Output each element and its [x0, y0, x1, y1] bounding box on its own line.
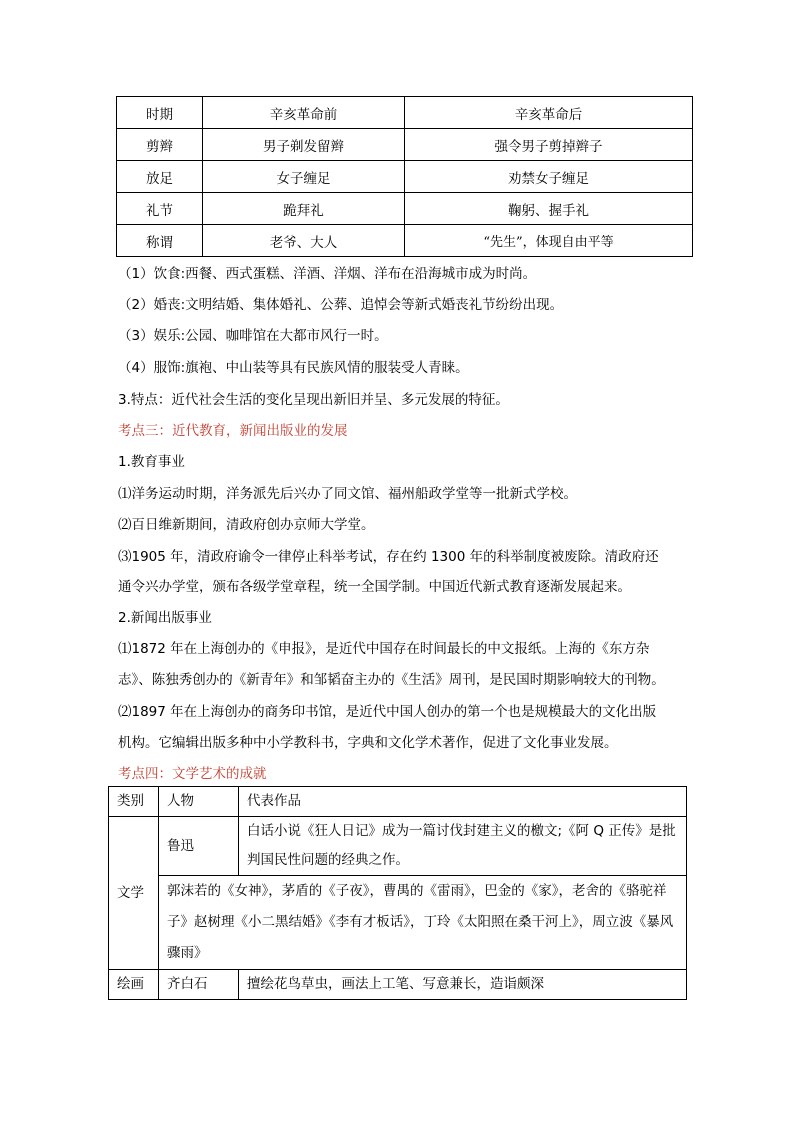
table-cell: “先生”，体现自由平等	[405, 225, 693, 257]
table-row	[109, 970, 687, 1000]
table-row	[117, 225, 693, 257]
table-cell: 鞠躬、握手礼	[405, 193, 693, 225]
table-row	[109, 876, 687, 970]
section-heading: 考点四：文学艺术的成就	[118, 766, 267, 782]
paragraph-line: 3.特点：近代社会生活的变化呈现出新旧并呈、多元发展的特征。	[118, 392, 509, 408]
table-header-row	[117, 97, 693, 129]
paragraph-line: 通令兴办学堂，颁布各级学堂章程，统一全国学制。中国近代新式教育逐渐发展起来。	[118, 579, 631, 595]
table-row	[117, 129, 693, 161]
literature-art-table	[108, 786, 687, 1000]
table-cell: 女子缠足	[203, 161, 405, 193]
paragraph-line: （3）娱乐:公园、咖啡馆在大都市风行一时。	[118, 328, 388, 344]
table-cell: 礼节	[117, 193, 203, 225]
header-cell: 时期	[117, 97, 203, 129]
paragraph-line: ⑵1897 年在上海创办的商务印书馆，是近代中国人创办的第一个也是规模最大的文化出版	[118, 704, 657, 720]
person-cell: 齐白石	[159, 970, 239, 1000]
category-cell: 文学	[109, 817, 159, 970]
social-change-table	[116, 96, 693, 257]
table-cell: 放足	[117, 161, 203, 193]
works-cell: 白话小说《狂人日记》成为一篇讨伐封建主义的檄文;《阿 Q 正传》是批判国民性问题的经典之作。	[239, 817, 687, 876]
table-cell: 劝禁女子缠足	[405, 161, 693, 193]
table-cell: 剪辫	[117, 129, 203, 161]
paragraph-line: ⑶1905 年，清政府谕令一律停止科举考试，存在约 1300 年的科举制度被废除。清政府还	[118, 549, 659, 565]
table-cell: 称谓	[117, 225, 203, 257]
works-cell: 擅绘花鸟草虫，画法上工笔、写意兼长，造诣颇深	[239, 970, 687, 1000]
section-heading: 考点三：近代教育，新闻出版业的发展	[118, 423, 348, 439]
header-cell: 类别	[109, 787, 159, 817]
paragraph-line: （4）服饰:旗袍、中山装等具有民族风情的服装受人青睐。	[118, 360, 469, 376]
paragraph-line: 机构。它编辑出版多种中小学教科书，字典和文化学术著作，促进了文化事业发展。	[118, 735, 618, 751]
category-cell: 绘画	[109, 970, 159, 1000]
paragraph-line: ⑵百日维新期间，清政府创办京师大学堂。	[118, 517, 375, 533]
table-cell: 男子剃发留辫	[203, 129, 405, 161]
paragraph-line: 志》、陈独秀创办的《新青年》和邹韬奋主办的《生活》周刊，是民国时期影响较大的刊物。	[118, 672, 665, 688]
paragraph-line: ⑴1872 年在上海创办的《申报》，是近代中国存在时间最长的中文报纸。上海的《东方杂	[118, 641, 650, 657]
paragraph-line: ⑴洋务运动时期，洋务派先后兴办了同文馆、福州船政学堂等一批新式学校。	[118, 486, 577, 502]
table-cell: 强令男子剪掉辫子	[405, 129, 693, 161]
paragraph-line: （2）婚丧:文明结婚、集体婚礼、公葬、追悼会等新式婚丧礼节纷纷出现。	[118, 297, 564, 313]
header-cell: 辛亥革命前	[203, 97, 405, 129]
subsection-title: 1.教育事业	[118, 454, 185, 470]
subsection-title: 2.新闻出版事业	[118, 610, 212, 626]
table-row	[109, 817, 687, 876]
works-cell: 郭沫若的《女神》，茅盾的《子夜》，曹禺的《雷雨》，巴金的《家》，老舍的《骆驼祥子》赵树理《小二黑结婚》《李有才板话》，丁玲《太阳照在桑干河上》，周立波《暴风骤雨》	[159, 876, 687, 970]
header-cell: 代表作品	[239, 787, 687, 817]
table-header-row	[109, 787, 687, 817]
table-row	[117, 161, 693, 193]
header-cell: 人物	[159, 787, 239, 817]
table-cell: 跪拜礼	[203, 193, 405, 225]
paragraph-line: （1）饮食:西餐、西式蛋糕、洋酒、洋烟、洋布在沿海城市成为时尚。	[118, 266, 537, 282]
header-cell: 辛亥革命后	[405, 97, 693, 129]
person-cell: 鲁迅	[159, 817, 239, 876]
table-row	[117, 193, 693, 225]
table-cell: 老爷、大人	[203, 225, 405, 257]
